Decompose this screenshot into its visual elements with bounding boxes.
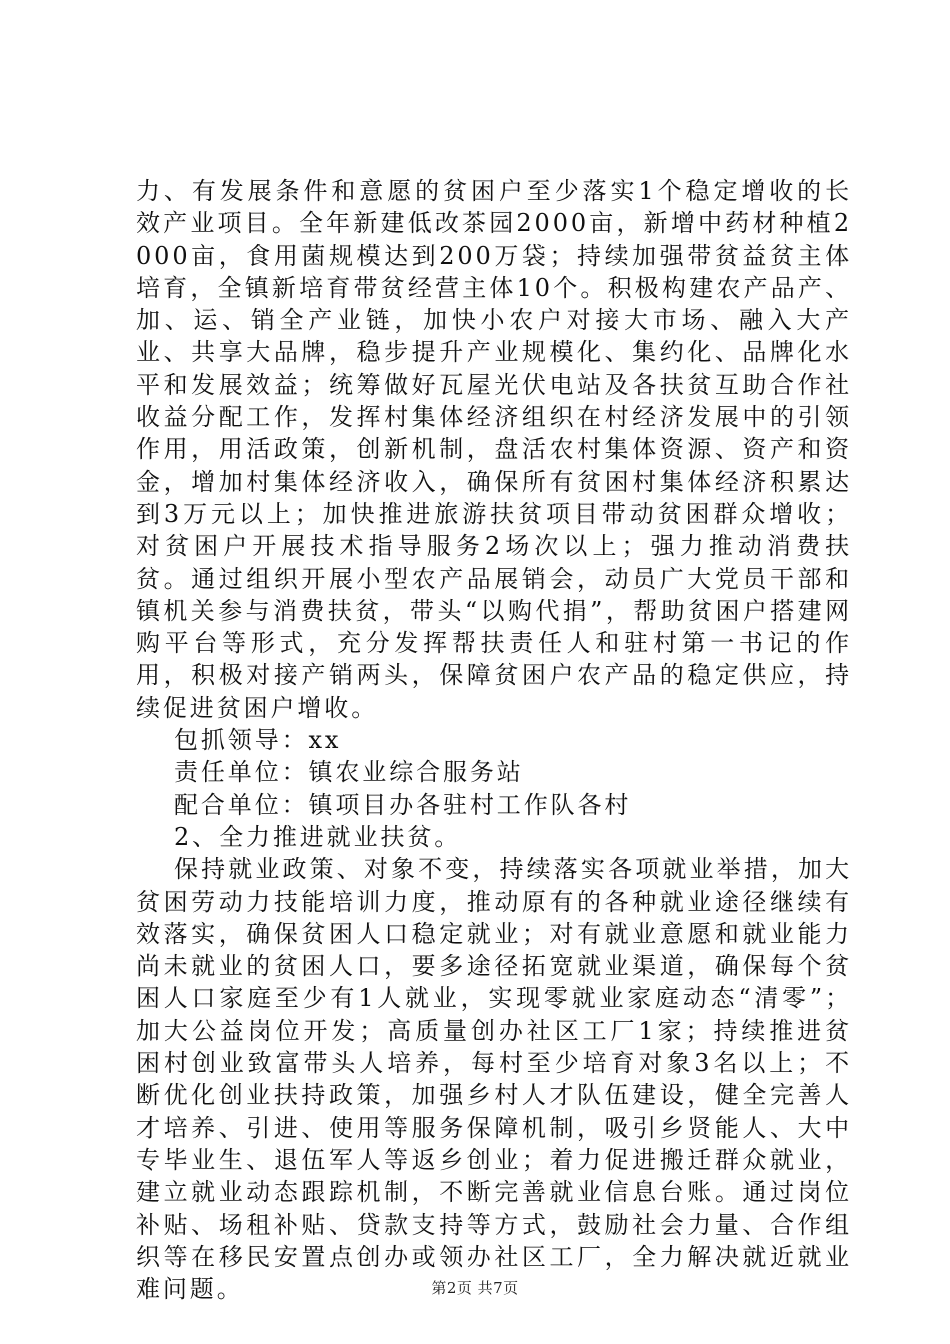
paragraph-lead-leader: 包抓领导：xx [174, 726, 342, 755]
paragraph-industry-continued: 力、有发展条件和意愿的贫困户至少落实1个稳定增收的长效产业项目。全年新建低改茶园2000亩，新增中药材种植2000亩，食用菌规模达到200万袋；持续加强带贫益贫主体培育，全镇新培育带贫经营主体10个。积极构建农产品产、加、运、销全产业链，加快小农户对接大市场、融入大产业、共享大品牌，稳步提升产业规模化、集约化、品牌化水平和发展效益；统筹做好瓦屋光伏电站及各扶贫互助合作社收益分配工作，发挥村集体经济组织在村经济发展中的引领作用，用活政策，创新机制，盘活农村集体资源、资产和资金，增加村集体经济收入，确保所有贫困村集体经济积累达到3万元以上；加快推进旅游扶贫项目带动贫困群众增收；对贫困户开展技术指导服务2场次以上；强力推动消费扶贫。通过组织开展小型农产品展销会，动员广大党员干部和镇机关参与消费扶贫，带头“以购代捐”，帮助贫困户搭建网购平台等形式，充分发挥帮扶责任人和驻村第一书记的作用，积极对接产销两头，保障贫困户农产品的稳定供应，持续促进贫困户增收。 [136, 177, 852, 722]
paragraph-employment: 保持就业政策、对象不变，持续落实各项就业举措，加大贫困劳动力技能培训力度，推动原有的各种就业途径继续有效落实，确保贫困人口稳定就业；对有就业意愿和就业能力尚未就业的贫困人口，要多途径拓宽就业渠道，确保每个贫困人口家庭至少有1人就业，实现零就业家庭动态“清零”；加大公益岗位开发；高质量创办社区工厂1家；持续推进贫困村创业致富带头人培养，每村至少培育对象3名以上；不断优化创业扶持政策，加强乡村人才队伍建设，健全完善人才培养、引进、使用等服务保障机制，吸引乡贤能人、大中专毕业生、退伍军人等返乡创业；着力促进搬迁群众就业，建立就业动态跟踪机制，不断完善就业信息台账。通过岗位补贴、场租补贴、贷款支持等方式，鼓励社会力量、合作组织等在移民安置点创办或领办社区工厂，全力解决就近就业难问题。 [136, 855, 852, 1304]
paragraph-cooperating-unit: 配合单位：镇项目办各驻村工作队各村 [174, 790, 632, 819]
paragraph-responsible-unit: 责任单位：镇农业综合服务站 [174, 758, 524, 787]
document-body [136, 175, 852, 1305]
page-number-footer: 第2页 共7页 [431, 1279, 519, 1297]
section-heading-employment: 2、全力推进就业扶贫。 [174, 822, 462, 851]
